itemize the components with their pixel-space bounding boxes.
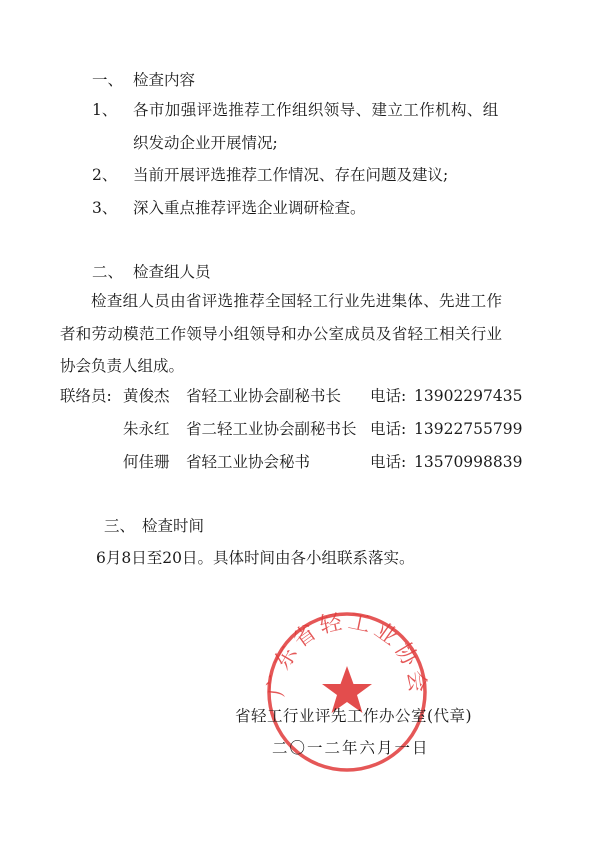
item-1-text-continued: 织发动企业开展情况; — [133, 134, 278, 152]
contact-3-phone: 13570998839 — [414, 453, 523, 471]
contact-3-title: 省轻工业协会秘书 — [186, 453, 311, 471]
contact-3-name: 何佳珊 — [123, 453, 170, 471]
section-3-paragraph: 6月8日至20日。具体时间由各小组联系落实。 — [96, 549, 415, 567]
seal-lettering: 广东省轻工业协会 — [264, 609, 430, 698]
section-1-number: 一、 — [92, 71, 124, 89]
item-3-text: 深入重点推荐评选企业调研检查。 — [133, 199, 366, 217]
contact-1-name: 黄俊杰 — [123, 387, 170, 405]
item-2-text: 当前开展评选推荐工作情况、存在问题及建议; — [133, 166, 449, 184]
item-1-number: 1、 — [92, 101, 118, 119]
contact-1-phone-label: 电话: — [370, 387, 407, 405]
contact-1-title: 省轻工业协会副秘书长 — [186, 387, 342, 405]
section-3-heading: 检查时间 — [142, 517, 205, 535]
section-1-heading: 检查内容 — [133, 71, 196, 89]
section-3-number: 三、 — [104, 517, 136, 535]
contact-2-title: 省二轻工业协会副秘书长 — [186, 420, 357, 438]
contact-3-phone-label: 电话: — [370, 453, 407, 471]
signature-date: 二〇一二年六月一日 — [272, 739, 430, 757]
contact-2-phone-label: 电话: — [370, 420, 407, 438]
section-2-heading: 检查组人员 — [133, 263, 211, 281]
item-1-text: 各市加强评选推荐工作组织领导、建立工作机构、组 — [133, 101, 499, 119]
contact-2-name: 朱永红 — [123, 420, 170, 438]
item-3-number: 3、 — [92, 199, 118, 217]
contacts-label: 联络员: — [60, 387, 112, 405]
section-2-paragraph: 检查组人员由省评选推荐全国轻工行业先进集体、先进工作者和劳动模范工作领导小组领导和办公室成员及省轻工相关行业协会负责人组成。 — [60, 292, 502, 375]
signature-office: 省轻工行业评先工作办公室(代章) — [235, 707, 473, 725]
contact-2-phone: 13922755799 — [414, 420, 523, 438]
section-2-number: 二、 — [92, 263, 124, 281]
contact-1-phone: 13902297435 — [414, 387, 523, 405]
item-2-number: 2、 — [92, 166, 118, 184]
